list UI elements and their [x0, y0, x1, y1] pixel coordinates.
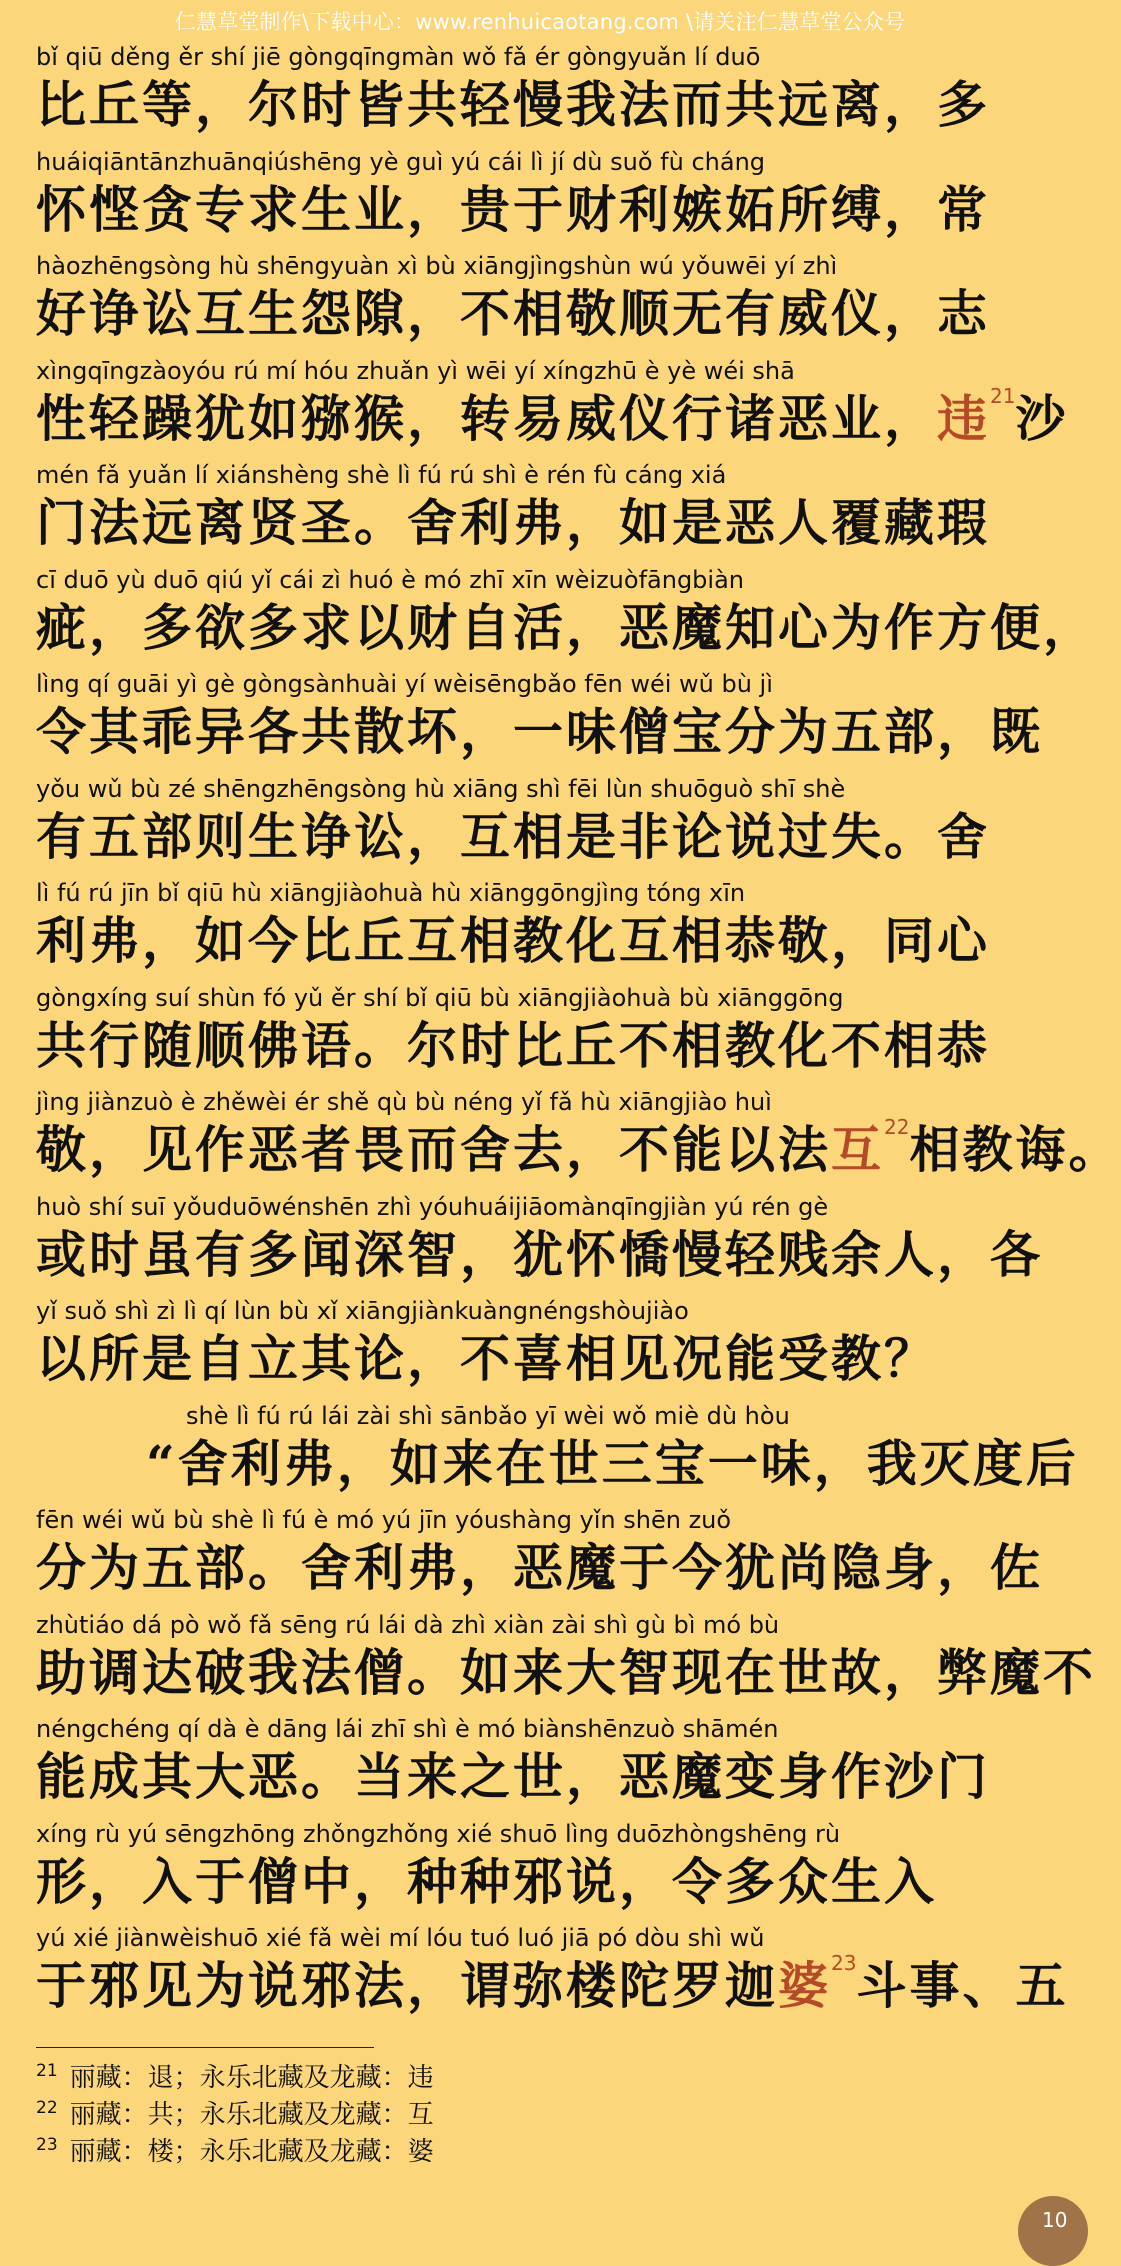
pinyin-row: fēn wéi wǔ bù shè lì fú è mó yú jīn yóushàng yǐn shēn zuǒ: [36, 1506, 732, 1534]
text-line: [36, 1192, 1044, 1297]
hanzi-row: 或时虽有多闻深智，犹怀憍慢轻贱余人，各: [36, 1224, 1043, 1284]
hanzi-row: 以所是自立其论，不喜相见况能受教？: [36, 1329, 937, 1388]
pinyin-row: xìngqīngzàoyóu rú mí hóu zhuǎn yì wēi yí xíngzhū è yè wéi shā: [36, 356, 795, 385]
text-line: [36, 460, 1044, 565]
hanzi-row: 怀悭贪专求生业，贵于财利嫉妬所缚，常: [36, 179, 990, 239]
text-line: [36, 878, 1044, 983]
hanzi-row: [36, 383, 1069, 452]
hanzi-segment: 斗事、五: [856, 1956, 1069, 2015]
hanzi-row: 好诤讼互生怨隙，不相敬顺无有威仪，志: [36, 284, 990, 343]
footnote-divider: [36, 2047, 374, 2048]
variant-character-text: 婆: [778, 1956, 831, 2015]
variant-character-text: 互: [831, 1120, 884, 1179]
variant-character: [778, 1953, 856, 2019]
text-line: [36, 1087, 1121, 1192]
pinyin-row: bǐ qiū děng ěr shí jiē gòngqīngmàn wǒ fǎ ér gòngyuǎn lí duō: [36, 43, 761, 71]
footnote-number: 22: [36, 2098, 58, 2118]
footnote-number: 23: [36, 2135, 58, 2155]
pinyin-row: mén fǎ yuǎn lí xiánshèng shè lì fú rú shì è rén fù cáng xiá: [36, 461, 727, 489]
page-header: 仁慧草堂制作\下载中心：www.renhuicaotang.com \请关注仁慧草堂公众号: [174, 10, 906, 34]
text-line: [36, 251, 1044, 356]
variant-character: [937, 383, 1016, 452]
hanzi-row: 有五部则生诤讼，互相是非论说过失。舍: [36, 806, 990, 866]
scripture-text: [36, 42, 1121, 2028]
pinyin-row: shè lì fú rú lái zài shì sānbǎo yī wèi wǒ miè dù hòu: [186, 1401, 790, 1430]
hanzi-row: 利弗，如今比丘互相教化互相恭敬，同心: [36, 911, 990, 970]
pinyin-row: zhùtiáo dá pò wǒ fǎ sēng rú lái dà zhì xiàn zài shì gù bì mó bù: [36, 1610, 780, 1639]
page-number: 10: [1042, 2208, 1068, 2232]
text-line: [36, 669, 1044, 774]
hanzi-row: “舍利弗，如来在世三宝一味，我灭度后: [146, 1433, 1079, 1493]
hanzi-row: 助调达破我法僧。如来大智现在世故，弊魔不: [36, 1642, 1096, 1702]
variant-character-text: 违: [937, 388, 990, 448]
hanzi-row: [36, 1115, 1121, 1183]
hanzi-row: 共行随顺佛语。尔时比丘不相教化不相恭: [36, 1015, 990, 1075]
text-line: [36, 983, 1044, 1088]
pinyin-row: jìng jiànzuò è zhěwèi ér shě qù bù néng yǐ fǎ hù xiāngjiào huì: [36, 1088, 772, 1116]
text-line: [36, 1714, 1044, 1819]
text-line: [36, 1296, 1044, 1401]
pinyin-row: hàozhēngsòng hù shēngyuàn xì bù xiāngjìngshùn wú yǒuwēi yí zhì: [36, 252, 838, 280]
footnotes: [36, 2060, 434, 2171]
hanzi-segment: 沙: [1015, 388, 1069, 448]
pinyin-row: néngchéng qí dà è dāng lái zhī shì è mó biànshēnzuò shāmén: [36, 1715, 779, 1743]
hanzi-segment: 敬，见作恶者畏而舍去，不能以法: [36, 1120, 831, 1179]
hanzi-segment: 性轻躁犹如猕猴，转易威仪行诸恶业，: [36, 388, 937, 448]
text-line: [36, 1401, 1079, 1506]
pinyin-row: cī duō yù duō qiú yǐ cái zì huó è mó zhī xīn wèizuòfāngbiàn: [36, 565, 744, 594]
hanzi-segment: 相教诲。: [909, 1120, 1121, 1179]
text-line: [36, 565, 1096, 670]
text-line: [36, 774, 1044, 879]
hanzi-row: [36, 1951, 1069, 2019]
footnote-item: [36, 2060, 434, 2097]
hanzi-row: 能成其大恶。当来之世，恶魔变身作沙门: [36, 1747, 990, 1806]
pinyin-row: gòngxíng suí shùn fó yǔ ěr shí bǐ qiū bù xiāngjiàohuà bù xiānggōng: [36, 983, 844, 1012]
pinyin-row: yú xié jiànwèishuō xié fǎ wèi mí lóu tuó luó jiā pó dòu shì wǔ: [36, 1924, 765, 1952]
variant-character: [831, 1117, 909, 1183]
pinyin-row: lìng qí guāi yì gè gòngsànhuài yí wèisēngbǎo fēn wéi wǔ bù jì: [36, 670, 773, 698]
hanzi-row: 比丘等，尔时皆共轻慢我法而共远离，多: [36, 75, 990, 134]
text-line: [36, 356, 1069, 461]
pinyin-row: lì fú rú jīn bǐ qiū hù xiāngjiàohuà hù xiānggōngjìng tóng xīn: [36, 879, 746, 907]
footnote-ref[interactable]: 21: [990, 383, 1016, 408]
text-line: [36, 1819, 1044, 1924]
text-line: [36, 147, 1044, 252]
hanzi-row: 疵，多欲多求以财自活，恶魔知心为作方便，: [36, 597, 1096, 657]
footnote-item: [36, 2097, 434, 2134]
footnote-ref[interactable]: 22: [884, 1115, 910, 1139]
hanzi-row: 分为五部。舍利弗，恶魔于今犹尚隐身，佐: [36, 1538, 1043, 1597]
pinyin-row: yǐ suǒ shì zì lì qí lùn bù xǐ xiāngjiànkuàngnéngshòujiào: [36, 1297, 689, 1325]
hanzi-row: 令其乖异各共散坏，一味僧宝分为五部，既: [36, 702, 1043, 761]
pinyin-row: huáiqiāntānzhuānqiúshēng yè guì yú cái lì jí dù suǒ fù cháng: [36, 147, 766, 176]
page-number-badge: [1018, 2196, 1088, 2266]
footnote-text: 丽藏：退；永乐北藏及龙藏：违: [69, 2063, 434, 2093]
pinyin-row: huò shí suī yǒuduōwénshēn zhì yóuhuáijiāomànqīngjiàn yú rén gè: [36, 1192, 829, 1221]
footnote-ref[interactable]: 23: [831, 1951, 857, 1975]
text-line: [36, 42, 1044, 147]
footnote-item: [36, 2134, 434, 2171]
hanzi-row: 门法远离贤圣。舍利弗，如是恶人覆藏瑕: [36, 493, 990, 552]
text-line: [36, 1505, 1044, 1610]
footnote-text: 丽藏：楼；永乐北藏及龙藏：婆: [69, 2137, 434, 2167]
hanzi-segment: 于邪见为说邪法，谓弥楼陀罗迦: [36, 1956, 778, 2015]
text-line: [36, 1610, 1096, 1715]
footnote-number: 21: [36, 2061, 58, 2081]
text-line: [36, 1923, 1069, 2028]
pinyin-row: xíng rù yú sēngzhōng zhǒngzhǒng xié shuō lìng duōzhòngshēng rù: [36, 1819, 841, 1848]
pinyin-row: yǒu wǔ bù zé shēngzhēngsòng hù xiāng shì fēi lùn shuōguò shī shè: [36, 774, 846, 803]
hanzi-row: 形，入于僧中，种种邪说，令多众生入: [36, 1851, 937, 1911]
footnote-text: 丽藏：共；永乐北藏及龙藏：互: [69, 2100, 434, 2130]
